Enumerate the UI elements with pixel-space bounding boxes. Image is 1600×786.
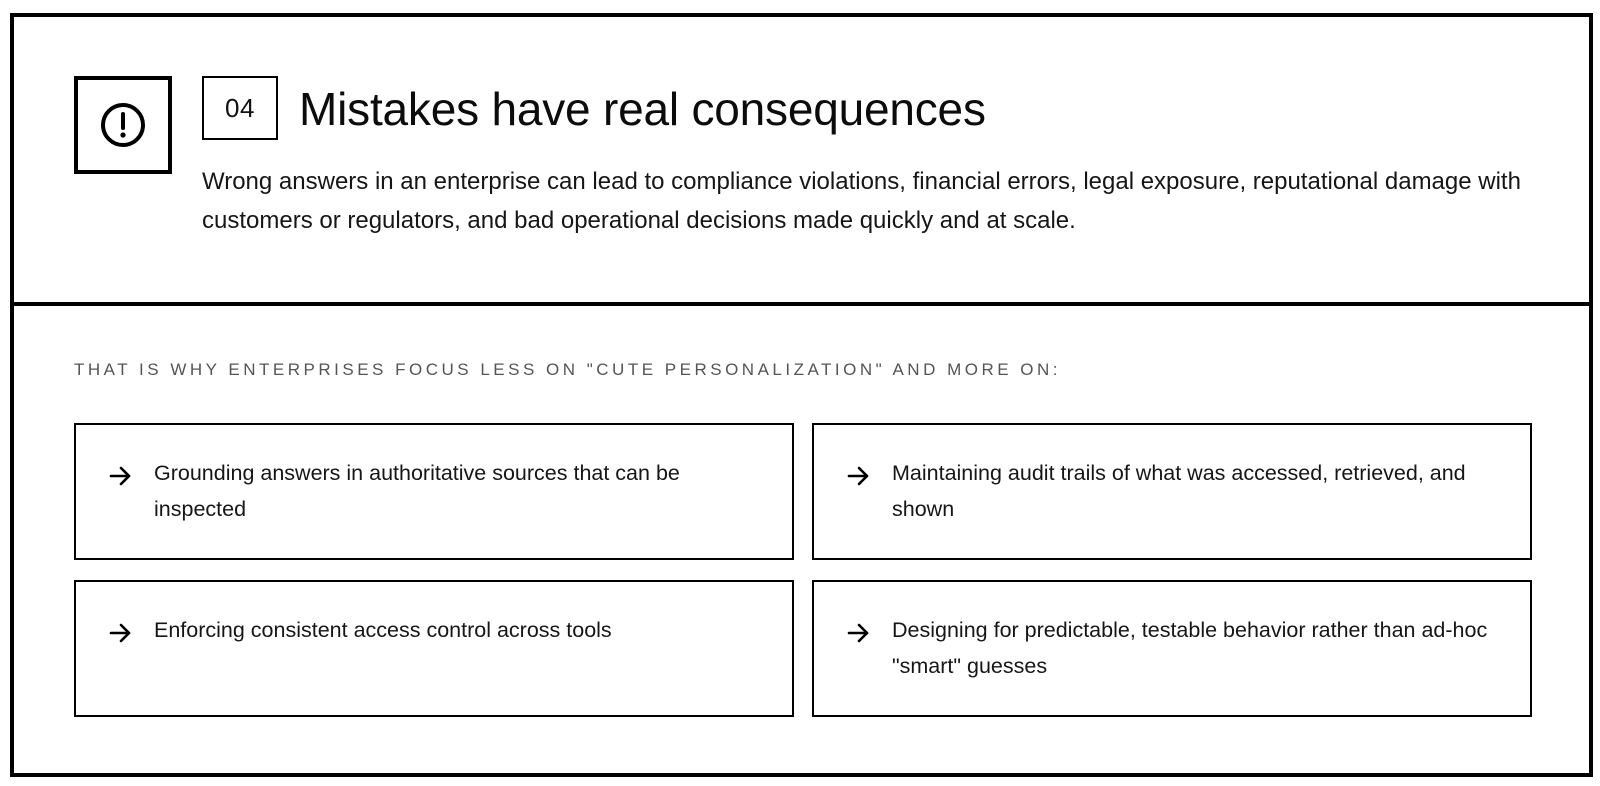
section-header [14,17,1589,306]
section-title: Mistakes have real consequences [299,83,986,135]
focus-intro: THAT IS WHY ENTERPRISES FOCUS LESS ON "CUTE PERSONALIZATION" AND MORE ON: [74,360,1062,379]
focus-card-text: Designing for predictable, testable behavior rather than ad-hoc "smart" guesses [892,618,1488,678]
arrow-right-icon [846,620,872,646]
alert-icon-box [74,76,172,174]
focus-card-text: Grounding answers in authoritative sources that can be inspected [154,461,680,521]
focus-card [812,580,1532,717]
focus-card [812,423,1532,560]
arrow-right-icon [108,463,134,489]
focus-card-text: Enforcing consistent access control across tools [154,618,612,642]
section-number: 04 [202,76,278,140]
arrow-right-icon [846,463,872,489]
focus-card [74,423,794,560]
arrow-right-icon [108,620,134,646]
content-frame [10,13,1593,777]
exclamation-circle-icon [99,101,147,149]
section-description: Wrong answers in an enterprise can lead to compliance violations, financial errors, legal exposure, reputational damage with customers or regulators, and bad operational decisions made quickly and at scale. [202,168,1521,234]
focus-card-text: Maintaining audit trails of what was accessed, retrieved, and shown [892,461,1466,521]
focus-card [74,580,794,717]
